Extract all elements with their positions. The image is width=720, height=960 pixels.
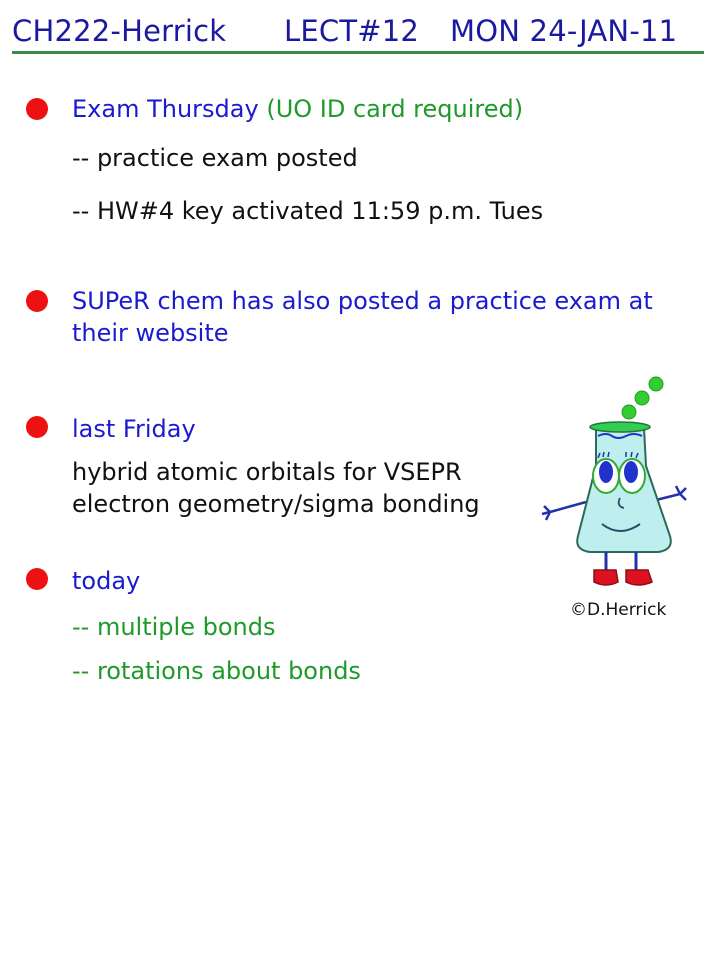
bullet-dot [26, 98, 48, 120]
bullet-dot [26, 416, 48, 438]
super-chem-line-1: SUPeR chem has also posted a practice exam at [72, 287, 653, 315]
last-friday-sub-1: hybrid atomic orbitals for VSEPR [72, 458, 462, 486]
exam-heading-text: Exam Thursday [72, 95, 259, 123]
lecture-number: LECT#12 [284, 14, 420, 48]
slide-header [12, 12, 712, 52]
exam-heading-note: (UO ID card required) [266, 95, 524, 123]
course-title: CH222-Herrick [12, 14, 227, 48]
bullet-dot [26, 290, 48, 312]
bullet-dot [26, 568, 48, 590]
header-divider [12, 51, 704, 54]
item-exam-heading [72, 94, 523, 124]
today-heading: today [72, 567, 141, 595]
super-chem-line-2: their website [72, 319, 229, 347]
lecture-date: MON 24-JAN-11 [450, 14, 678, 48]
exam-sub-2: -- HW#4 key activated 11:59 p.m. Tues [72, 197, 544, 225]
exam-sub-1: -- practice exam posted [72, 144, 358, 172]
last-friday-heading: last Friday [72, 415, 196, 443]
today-sub-1: -- multiple bonds [72, 613, 276, 641]
flask-mascot-icon [540, 374, 692, 596]
last-friday-sub-2: electron geometry/sigma bonding [72, 490, 480, 518]
today-sub-2: -- rotations about bonds [72, 657, 361, 685]
image-credit: ©D.Herrick [570, 600, 667, 620]
